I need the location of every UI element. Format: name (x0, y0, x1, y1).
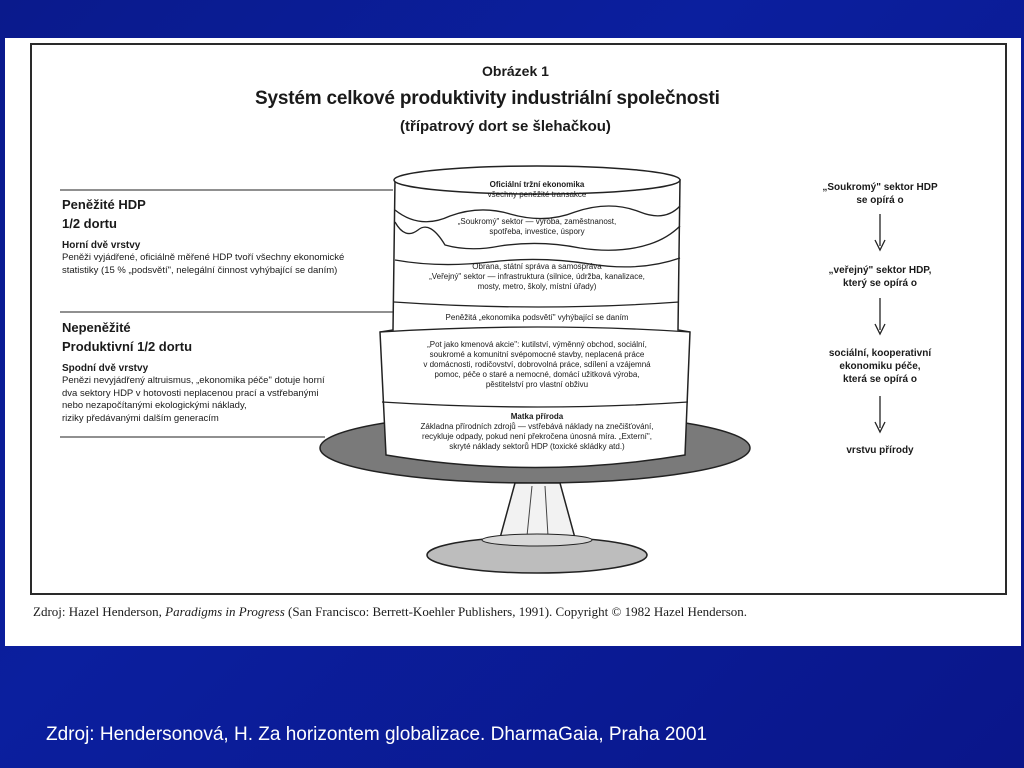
arrow-1 (875, 214, 885, 250)
arrow-2 (875, 298, 885, 334)
figure-title: Systém celkové produktivity industriální společnosti (255, 88, 720, 109)
cake-layer-line: mosty, metro, školy, místní úřady) (477, 282, 597, 291)
cake-layer-public-sector (402, 262, 672, 292)
source-prefix: Zdroj: Hazel Henderson, (33, 604, 166, 619)
right-chain-line: která se opírá o (843, 374, 917, 385)
left-body-line: dva sektory HDP v hotovosti neplacenou prací a vstřebanými (62, 387, 319, 399)
cake-layer-line: pěstitelství pro vlastní obživu (485, 380, 589, 389)
right-chain-line: vrstvu přírody (846, 445, 914, 456)
right-chain-item (800, 347, 960, 386)
cake-stand (500, 483, 575, 538)
slide-footer-citation: Zdroj: Hendersonová, H. Za horizontem globalizace. DharmaGaia, Praha 2001 (46, 724, 708, 745)
cake-layer-line: recykluje odpady, pokud není překročena únosná míra. „Externí", (422, 432, 652, 441)
cake-layer-line: Oficiální tržní ekonomika (489, 180, 585, 189)
cake-layer-line: „Pot jako kmenová akcie": kutilství, výměnný obchod, sociální, (427, 340, 647, 349)
cake-layer-underground (412, 313, 662, 323)
right-chain-item (800, 181, 960, 207)
right-chain-line: se opírá o (856, 195, 904, 206)
source-suffix: (San Francisco: Berrett-Koehler Publishers, 1991). Copyright © 1982 Hazel Henderson. (284, 604, 748, 619)
cake-layer-line: Peněžitá „ekonomika podsvětí" vyhýbající se daním (445, 313, 629, 322)
cake-layer-line: spotřeba, investice, úspory (489, 227, 585, 236)
cake-layer-sweat-equity (392, 340, 682, 390)
cake-layer-mother-nature (392, 412, 682, 452)
left-group-monetary (62, 195, 344, 277)
right-chain-line: „Soukromý" sektor HDP (822, 182, 938, 193)
cake-layer-line: Základna přírodních zdrojů — vstřebává náklady na znečišťování, (420, 422, 654, 431)
left-body-line: riziky předávanými dalším generacím (62, 412, 219, 424)
left-subheading: Spodní dvě vrstvy (62, 363, 149, 374)
arrow-3 (875, 396, 885, 432)
right-chain-line: „veřejný" sektor HDP, (828, 265, 932, 276)
cake-layer-line: všechny peněžité transakce (487, 190, 587, 199)
cake-layer-official-market (437, 180, 637, 200)
left-body-line: Penězi nevyjádřený altruismus, „ekonomika péče" dotuje horní (62, 375, 325, 386)
cake-layer-line: Obrana, státní správa a samospráva (472, 262, 602, 271)
left-heading-line: Peněžité HDP (62, 197, 146, 212)
right-chain-line: který se opírá o (843, 278, 917, 289)
right-chain-line: ekonomiku péče, (839, 361, 921, 372)
right-chain-item (800, 444, 960, 457)
cake-layer-line: Matka příroda (510, 412, 564, 421)
left-body-line: nebo nezapočítanými ekologickými náklady, (62, 400, 247, 411)
source-book: Paradigms in Progress (165, 604, 285, 619)
cake-layer-line: v domácnosti, rodičovství, dobrovolná práce, sdílení a vzájemná (423, 360, 651, 369)
cake-layer-line: pomoc, péče o staré a nemocné, domácí užitková výroba, (434, 370, 640, 379)
right-chain-line: sociální, kooperativní (828, 348, 932, 359)
figure-source (33, 604, 747, 620)
right-chain-item (800, 264, 960, 290)
left-heading-line: 1/2 dortu (62, 216, 117, 231)
cake-layer-line: „Veřejný" sektor — infrastruktura (silnice, údržba, kanalizace, (429, 272, 645, 281)
cake-layer-line: skryté náklady sektorů HDP (toxické skládky atd.) (449, 442, 625, 451)
figure-subtitle: (třípatrový dort se šlehačkou) (400, 118, 611, 135)
cake-layer-line: „Soukromý" sektor — výroba, zaměstnanost, (457, 217, 617, 226)
left-body-line: statistiky (15 % „podsvětí", nelegální činnost vyhýbající se daním) (62, 264, 338, 276)
cake-layer-line: soukromé a komunitní svépomocné stavby, neplacená práce (429, 350, 645, 359)
left-subheading: Horní dvě vrstvy (62, 240, 141, 251)
left-heading-line: Produktivní 1/2 dortu (62, 339, 193, 354)
cake-layer-private-sector (412, 217, 662, 237)
left-heading-line: Nepeněžité (62, 320, 131, 335)
left-group-nonmonetary (62, 318, 325, 425)
figure-number: Obrázek 1 (482, 63, 549, 79)
left-body-line: Peněži vyjádřené, oficiálně měřené HDP tvoří všechny ekonomické (62, 252, 345, 263)
